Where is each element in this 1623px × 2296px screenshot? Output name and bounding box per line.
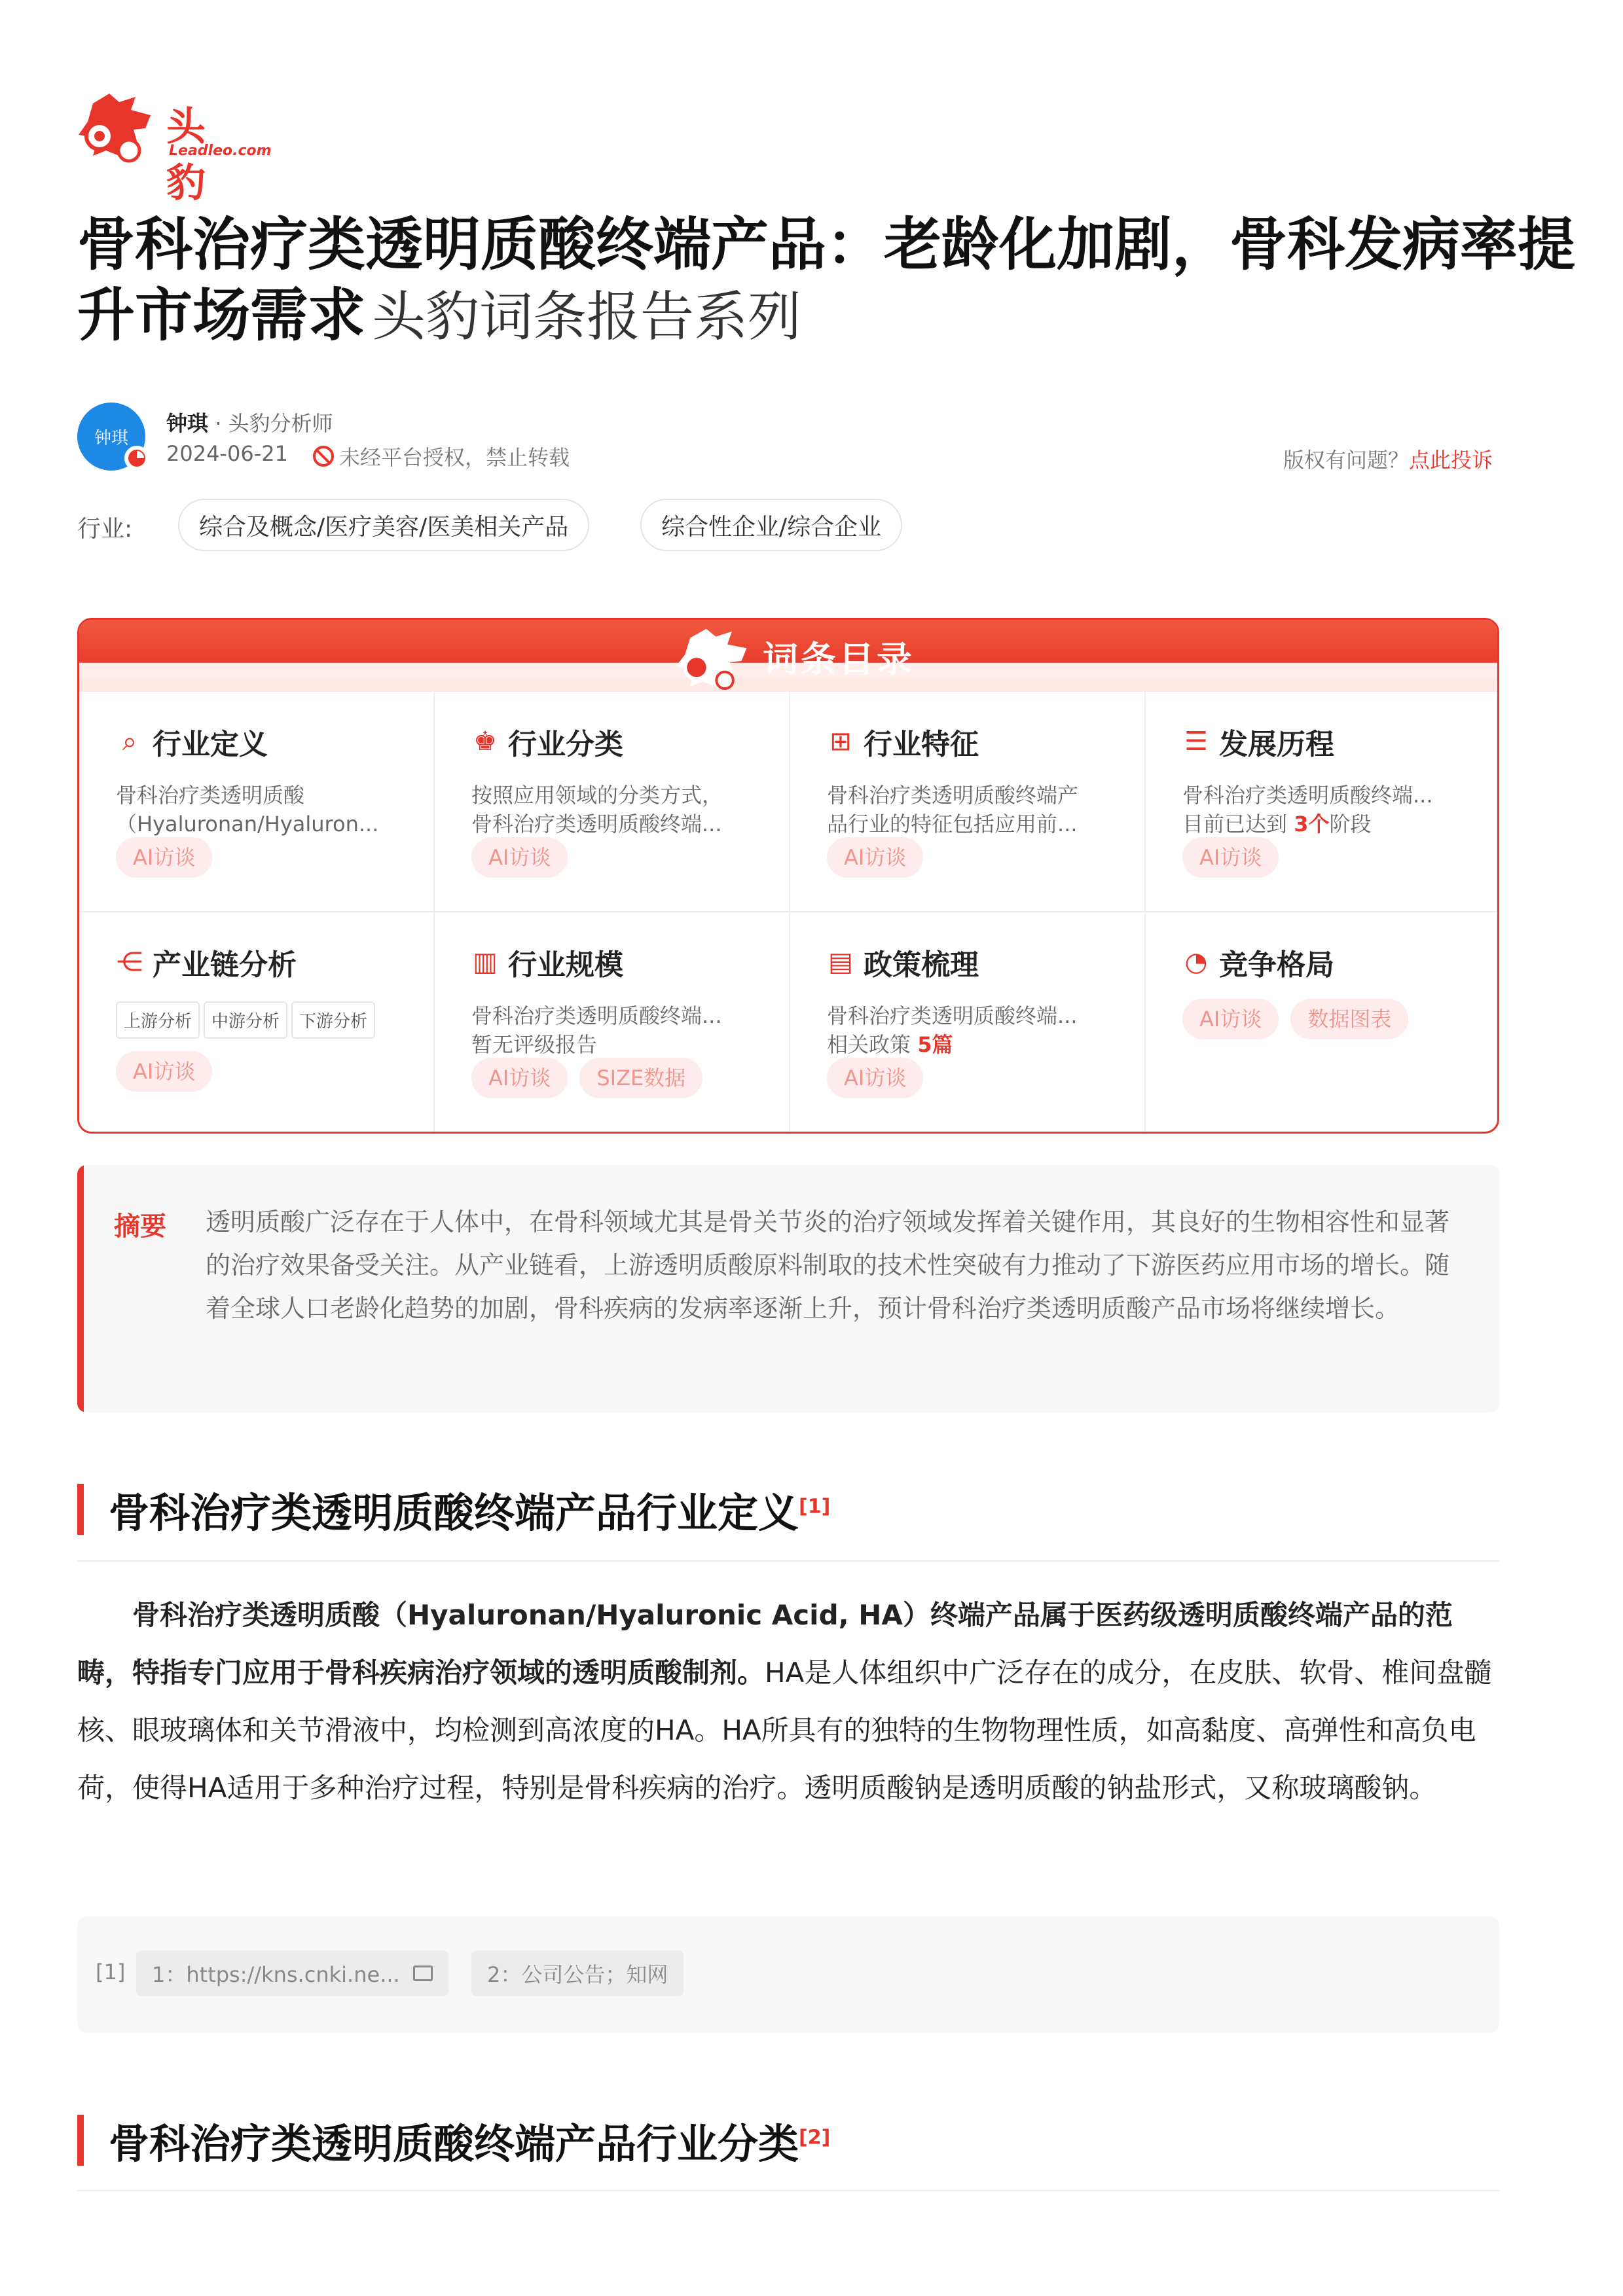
toc-item-title: 政策梳理 bbox=[864, 948, 979, 982]
avatar-badge-icon bbox=[124, 446, 149, 471]
industry-label: 行业: bbox=[77, 516, 133, 543]
toc-item-title: 行业规模 bbox=[508, 948, 623, 982]
title-main: 骨科治疗类透明质酸终端产品：老龄化加剧，骨科发病率提升市场需求 bbox=[77, 211, 1576, 349]
avatar-text: 钟琪 bbox=[94, 428, 128, 448]
ai-interview-button[interactable]: AI访谈 bbox=[827, 837, 923, 878]
section-accent-bar bbox=[77, 1484, 84, 1535]
ai-interview-button[interactable]: AI访谈 bbox=[471, 837, 568, 878]
reference-item bbox=[471, 1950, 684, 1996]
chain-sub-tabs bbox=[116, 1001, 433, 1039]
logo-en-text: Leadleo.com bbox=[169, 143, 272, 159]
toc-item-desc: 骨科治疗类透明质酸终端... bbox=[827, 1003, 1078, 1028]
report-link[interactable]: 点此投诉 bbox=[1409, 448, 1493, 473]
toc-item-desc: 骨科治疗类透明质酸终端... bbox=[471, 812, 722, 836]
ai-interview-button[interactable]: AI访谈 bbox=[116, 1051, 212, 1092]
toc-item-title: 发展历程 bbox=[1219, 728, 1334, 761]
section-heading-definition bbox=[77, 1483, 830, 1535]
no-repost-notice bbox=[313, 441, 570, 471]
toc-item-desc: 骨科治疗类透明质酸终端... bbox=[1182, 783, 1433, 808]
ai-interview-button[interactable]: AI访谈 bbox=[1182, 837, 1279, 878]
abstract-accent-bar bbox=[77, 1165, 84, 1412]
references-box bbox=[77, 1916, 1499, 2033]
industry-tag[interactable]: 综合及概念/医疗美容/医美相关产品 bbox=[178, 499, 589, 551]
downstream-analysis-tab[interactable]: 下游分析 bbox=[291, 1001, 375, 1039]
section-ref[interactable]: [1] bbox=[799, 1494, 831, 1518]
divider bbox=[77, 1560, 1499, 1562]
toc-item-title: 竞争格局 bbox=[1219, 948, 1334, 982]
reference-text: 1：https://kns.cnki.ne... bbox=[152, 1962, 400, 1987]
toc-panel bbox=[77, 618, 1499, 1134]
reference-text: 2：公司公告；知网 bbox=[487, 1962, 668, 1987]
toc-item-chain[interactable] bbox=[79, 912, 435, 1133]
toc-item-competition[interactable] bbox=[1146, 912, 1499, 1133]
size-data-button[interactable]: SIZE数据 bbox=[579, 1058, 702, 1098]
copyright-question: 版权有问题？ bbox=[1283, 448, 1410, 473]
hierarchy-icon: ♚ bbox=[473, 726, 497, 757]
leopard-logo-icon bbox=[668, 626, 754, 691]
toc-header bbox=[79, 620, 1497, 692]
toc-item-desc: 暂无评级报告 bbox=[471, 1032, 598, 1057]
toc-item-policy[interactable] bbox=[790, 912, 1146, 1133]
section-heading-classification bbox=[77, 2114, 830, 2166]
avatar[interactable] bbox=[77, 403, 145, 471]
leopard-logo-icon bbox=[73, 90, 155, 166]
industry-tag[interactable]: 综合性企业/综合企业 bbox=[640, 499, 902, 551]
upstream-analysis-tab[interactable]: 上游分析 bbox=[116, 1001, 200, 1039]
policy-count: 5篇 bbox=[917, 1032, 953, 1057]
section-accent-bar bbox=[77, 2115, 84, 2166]
toc-item-desc: （Hyaluronan/Hyaluron... bbox=[116, 812, 379, 836]
stage-count: 3个 bbox=[1294, 812, 1330, 836]
toc-item-features[interactable] bbox=[790, 692, 1146, 912]
toc-item-title: 行业特征 bbox=[864, 728, 979, 761]
abstract-label: 摘要 bbox=[114, 1211, 166, 1242]
bar-chart-icon: ▥ bbox=[473, 947, 498, 977]
toc-item-definition[interactable] bbox=[79, 692, 435, 912]
logo-cn-text: 头豹 bbox=[166, 104, 208, 206]
author-line bbox=[166, 407, 333, 437]
section-ref[interactable]: [2] bbox=[799, 2125, 831, 2149]
pie-chart-icon: ◔ bbox=[1184, 947, 1208, 977]
section-title: 骨科治疗类透明质酸终端产品行业定义 bbox=[109, 1488, 799, 1537]
data-chart-button[interactable]: 数据图表 bbox=[1290, 999, 1408, 1039]
toc-item-desc: 相关政策 5篇 bbox=[827, 1032, 953, 1057]
toc-title: 词条目录 bbox=[763, 639, 915, 680]
toc-item-desc: 按照应用领域的分类方式， bbox=[471, 783, 723, 808]
divider bbox=[77, 2190, 1499, 2191]
author-role: · 头豹分析师 bbox=[215, 411, 333, 436]
copyright-notice bbox=[1283, 444, 1493, 474]
ai-interview-button[interactable]: AI访谈 bbox=[116, 837, 212, 878]
timeline-icon: ☰ bbox=[1184, 726, 1208, 757]
abstract-text: 透明质酸广泛存在于人体中，在骨科领域尤其是骨关节炎的治疗领域发挥着关键作用，其良好的生物相容性和显著的治疗效果备受关注。从产业链看，上游透明质酸原料制取的技术性突破有力推动了下游医药应用市场的增长。随着全球人口老龄化趋势的加剧，骨科疾病的发病率逐渐上升，预计骨科治疗类透明质酸产品市场将继续增长。 bbox=[206, 1208, 1450, 1323]
publish-date: 2024-06-21 bbox=[166, 441, 288, 466]
toc-item-desc: 目前已达到 3个阶段 bbox=[1182, 812, 1372, 836]
toc-item-desc: 骨科治疗类透明质酸终端... bbox=[471, 1003, 722, 1028]
chain-icon: ⋲ bbox=[117, 947, 143, 977]
toc-item-desc: 品行业的特征包括应用前... bbox=[827, 812, 1078, 836]
toc-item-history[interactable] bbox=[1146, 692, 1499, 912]
forbidden-icon bbox=[313, 446, 334, 467]
definition-paragraph bbox=[77, 1587, 1499, 1817]
toc-item-title: 行业分类 bbox=[508, 728, 623, 761]
ai-interview-button[interactable]: AI访谈 bbox=[827, 1058, 923, 1098]
toc-item-title: 行业定义 bbox=[153, 728, 268, 761]
search-doc-icon: ⌕ bbox=[122, 726, 137, 757]
ai-interview-button[interactable]: AI访谈 bbox=[1182, 999, 1279, 1039]
chip-icon: ⊞ bbox=[830, 726, 852, 757]
author-name[interactable]: 钟琪 bbox=[166, 411, 209, 436]
abstract-box bbox=[77, 1165, 1499, 1412]
toc-item-scale[interactable] bbox=[435, 912, 790, 1133]
policy-doc-icon: ▤ bbox=[828, 947, 853, 977]
page-title bbox=[77, 209, 1596, 353]
title-series: 头豹词条报告系列 bbox=[372, 286, 802, 348]
no-repost-text: 未经平台授权，禁止转载 bbox=[339, 445, 570, 470]
section-title: 骨科治疗类透明质酸终端产品行业分类 bbox=[109, 2119, 799, 2168]
toc-item-title: 产业链分析 bbox=[153, 948, 297, 982]
midstream-analysis-tab[interactable]: 中游分析 bbox=[204, 1001, 287, 1039]
toc-item-desc: 骨科治疗类透明质酸终端产 bbox=[827, 783, 1079, 808]
leadleo-logo[interactable] bbox=[73, 90, 272, 206]
reference-link[interactable] bbox=[136, 1950, 448, 1996]
ai-interview-button[interactable]: AI访谈 bbox=[471, 1058, 568, 1098]
reference-number: [1] bbox=[96, 1960, 126, 1984]
toc-item-desc: 骨科治疗类透明质酸 bbox=[116, 783, 305, 808]
definition-text: HA是人体组织中广泛存在的成分，在皮肤、软骨、椎间盘髓核、眼玻璃体和关节滑液中，均检测到高浓度的HA。HA所具有的独特的生物物理性质，如高黏度、高弹性和高负电荷，使得HA适用于多种治疗过程，特别是骨科疾病的治疗。透明质酸钠是透明质酸的钠盐形式，又称玻璃酸钠。 bbox=[77, 1657, 1492, 1804]
definition-bold-text: 骨科治疗类透明质酸（Hyaluronan/Hyaluronic Acid, HA）终端产品属于医药级透明质酸终端产品的范畴，特指专门应用于骨科疾病治疗领域的透明质酸制剂。 bbox=[77, 1599, 1453, 1689]
toc-item-classification[interactable] bbox=[435, 692, 790, 912]
image-icon bbox=[413, 1965, 433, 1981]
